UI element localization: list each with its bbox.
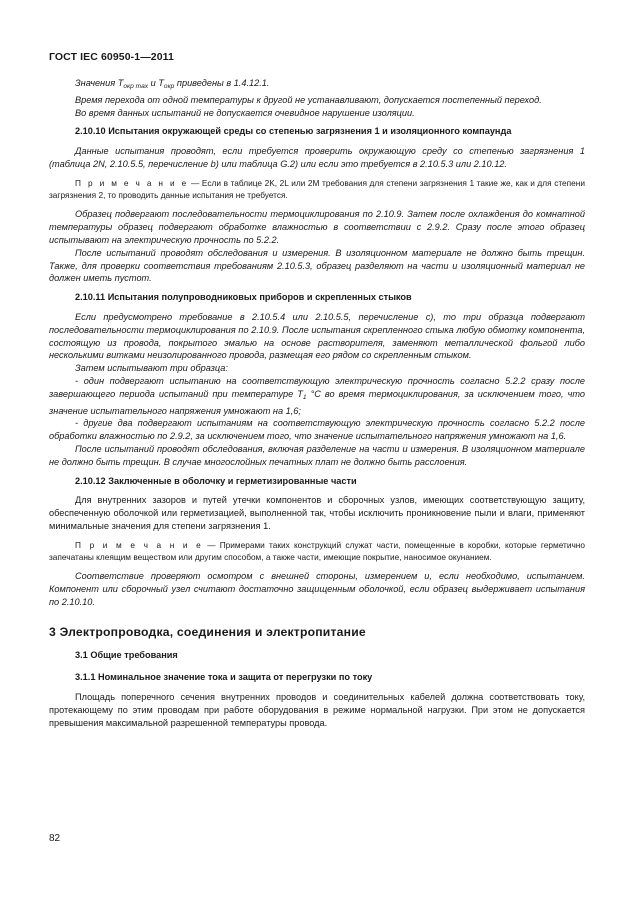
section-2-10-10-paragraph: Образец подвергают последовательности термоциклирования по 2.10.9. Затем после охлаждения до комнатной температуры образец подвергают обработке влажностью в соответствии с 2.9.2. Сразу после этого образец испытывают на электрическую прочность по 5.2.2. xyxy=(49,209,585,245)
transition-paragraph: Время перехода от одной температуры к другой не устанавливают, допускается постепенный переход. xyxy=(75,94,542,105)
section-3-1-1-heading: 3.1.1 Номинальное значение тока и защита от перегрузки по току xyxy=(75,672,373,683)
text-run: - один подвергают испытанию на соответствующую электрическую прочность согласно 5.2.2 сразу после завершающего периода испытаний при температуре xyxy=(49,375,585,399)
section-2-10-10-paragraph: После испытаний проводят обследования и измерения. В изоляционном материале не должно быть трещин. Также, для проверки соответствия требованиям 2.10.5.3, образец разделяют на части и изоляционный материал не должен иметь пустот. xyxy=(49,247,585,284)
note xyxy=(49,540,585,564)
temp-symbol: T xyxy=(117,78,124,88)
section-3-1-heading: 3.1 Общие требования xyxy=(75,650,178,661)
section-2-10-12-heading: 2.10.12 Заключенные в оболочку и герметизированные части xyxy=(75,475,357,486)
note xyxy=(49,178,585,202)
temp-symbol: T xyxy=(158,78,164,88)
section-2-10-11-paragraph: Если предусмотрено требование в 2.10.5.4 или 2.10.5.5, перечисление c), то три образца подвергают последовательности термоциклирования по 2.10.9. После испытания скрепленного стыка любую обмотку компонента, состоящую из провода, покрытого эмалью на основе растворителя, заменяют металлической фольгой либо несколькими витками неизолированного провода, размещая его рядом со скрепленным стыком. xyxy=(49,311,585,361)
note-text: — Примерами таких конструкций служат части, помещенные в коробки, которые герметично запечатаны клеящим веществом или другим способом, а также части, имеющие покрытие, наносимое окунанием. xyxy=(49,539,585,562)
text-run: и xyxy=(148,78,159,88)
standard-header: ГОСТ IEC 60950-1—2011 xyxy=(49,51,174,63)
page-number: 82 xyxy=(49,833,61,844)
temp-symbol: T xyxy=(297,388,303,399)
section-2-10-11-list-item xyxy=(49,375,585,417)
text-run: приведены в 1.4.12.1. xyxy=(174,78,270,88)
temp-subscript: окр xyxy=(163,83,175,90)
text-run: °C во время термоциклирования, за исключением того, что значение испытательного напряжения умножают на 1,6; xyxy=(49,388,586,416)
section-2-10-10-paragraph: Данные испытания проводят, если требуется проверить окружающую среду со степенью загрязнения 1 (таблица 2N, 2.10.5.5, перечисление b) или таблица G.2) или если это требуется в 2.10.5.3 или 2.10.12. xyxy=(49,146,585,169)
section-2-10-12-paragraph: Соответствие проверяют осмотром с внешней стороны, измерением и, если необходимо, испытанием. Компонент или сборочный узел считают достаточно защищенным оболочкой, если образец выдерживает испытания по 2.10.10. xyxy=(49,571,585,607)
note-label: П р и м е ч а н и е xyxy=(75,177,189,188)
page-body xyxy=(49,77,585,729)
section-2-10-11-paragraph: После испытаний проводят обследования, включая разделение на части и измерения. В изоляционном материале не должно быть трещин. В случае многослойных печатных плат не должно быть расслоения. xyxy=(49,443,585,467)
temp-subscript: 1 xyxy=(302,393,307,401)
insulation-paragraph: Во время данных испытаний не допускается очевидное нарушение изоляции. xyxy=(75,107,415,118)
section-3-1-1-paragraph: Площадь поперечного сечения внутренних проводов и соединительных кабелей должна соответствовать току, протекающему по этим проводам при работе оборудования в режиме нормальной нагрузки. При этом не допускается превышения максимальной разрешенной температуры провода. xyxy=(49,692,585,728)
section-2-10-11-list-item: - другие два подвергают испытаниям на соответствующую электрическую прочность согласно 5.2.2 после обработки влажностью по 2.9.2, за исключением того, что значение испытательного напряжения умножают на 1,6. xyxy=(49,418,585,442)
temp-subscript: окр max xyxy=(123,83,149,90)
section-2-10-10-heading: 2.10.10 Испытания окружающей среды со степенью загрязнения 1 и изоляционного компаунда xyxy=(75,126,512,137)
section-2-10-11-paragraph: Затем испытывают три образца: xyxy=(75,363,228,374)
note-label: П р и м е ч а н и е xyxy=(75,539,203,550)
section-2-10-11-heading: 2.10.11 Испытания полупроводниковых приборов и скрепленных стыков xyxy=(75,292,412,303)
temperature-values-paragraph xyxy=(49,77,585,94)
section-2-10-12-paragraph: Для внутренних зазоров и путей утечки компонентов и сборочных узлов, имеющих соответствующую защиту, обеспеченную оболочкой или герметизацией, выполненной так, чтобы исключить проникновение пыли и влаги, применяют минимальные значения для степени загрязнения 1. xyxy=(49,495,585,531)
section-3-heading: 3 Электропроводка, соединения и электропитание xyxy=(49,624,366,639)
note-text: — Если в таблице 2K, 2L или 2M требования для степени загрязнения 1 такие же, как и для степени загрязнения 2, то проводить данные испытания не требуется. xyxy=(49,177,585,200)
text-run: Значения xyxy=(75,78,118,88)
